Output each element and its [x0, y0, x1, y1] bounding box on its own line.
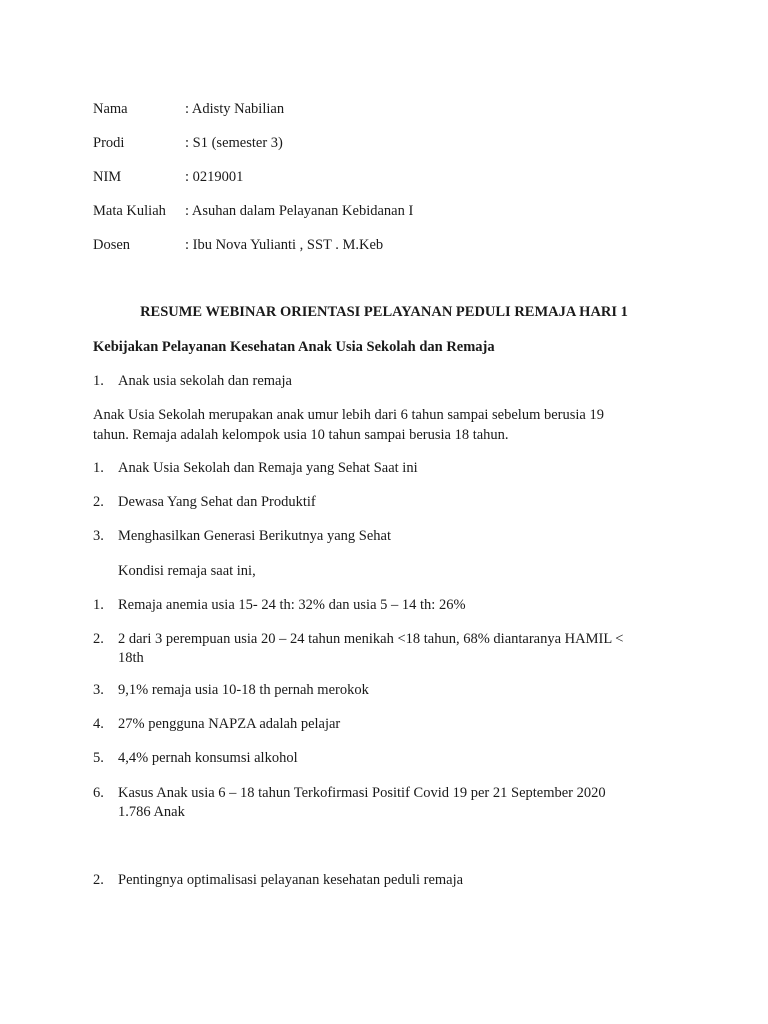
info-value-mata-kuliah: : Asuhan dalam Pelayanan Kebidanan I [185, 203, 414, 219]
goal-text: Anak Usia Sekolah dan Remaja yang Sehat Saat ini [118, 460, 418, 476]
info-label-nim: NIM [93, 169, 122, 185]
document-title: RESUME WEBINAR ORIENTASI PELAYANAN PEDULI REMAJA HARI 1 [140, 304, 628, 320]
goal-text: Menghasilkan Generasi Berikutnya yang Sehat [118, 528, 392, 544]
condition-text: 9,1% remaja usia 10-18 th pernah merokok [118, 682, 369, 698]
condition-text: 27% pengguna NAPZA adalah pelajar [118, 716, 341, 732]
condition-number: 4. [93, 716, 104, 732]
condition-number: 5. [93, 750, 104, 766]
section1-number: 1. [93, 373, 104, 389]
goal-number: 1. [93, 460, 104, 476]
info-value-nim: : 0219001 [185, 169, 244, 185]
goal-number: 2. [93, 494, 104, 510]
condition-text-continued: 18th [118, 650, 144, 666]
info-label-dosen: Dosen [93, 237, 131, 253]
info-value-prodi: : S1 (semester 3) [185, 135, 283, 151]
section-subtitle: Kebijakan Pelayanan Kesehatan Anak Usia Sekolah dan Remaja [93, 339, 495, 355]
condition-text: 2 dari 3 perempuan usia 20 – 24 tahun menikah <18 tahun, 68% diantaranya HAMIL < [118, 631, 624, 647]
condition-text-continued: 1.786 Anak [118, 804, 185, 820]
condition-number: 2. [93, 631, 104, 647]
condition-number: 3. [93, 682, 104, 698]
info-value-dosen: : Ibu Nova Yulianti , SST . M.Keb [185, 237, 384, 253]
condition-text: Kasus Anak usia 6 – 18 tahun Terkofirmasi Positif Covid 19 per 21 September 2020 [118, 785, 606, 801]
section2-number: 2. [93, 872, 104, 888]
goal-number: 3. [93, 528, 104, 544]
section2-heading: Pentingnya optimalisasi pelayanan kesehatan peduli remaja [118, 872, 464, 888]
info-label-nama: Nama [93, 101, 128, 117]
condition-number: 1. [93, 597, 104, 613]
condition-text: 4,4% pernah konsumsi alkohol [118, 750, 298, 766]
condition-heading: Kondisi remaja saat ini, [118, 563, 256, 579]
info-label-mata-kuliah: Mata Kuliah [93, 203, 166, 219]
goal-text: Dewasa Yang Sehat dan Produktif [118, 494, 316, 510]
paragraph-line-2: tahun. Remaja adalah kelompok usia 10 tahun sampai berusia 18 tahun. [93, 427, 509, 443]
section1-heading: Anak usia sekolah dan remaja [118, 373, 292, 389]
info-label-prodi: Prodi [93, 135, 125, 151]
condition-number: 6. [93, 785, 104, 801]
condition-text: Remaja anemia usia 15- 24 th: 32% dan usia 5 – 14 th: 26% [118, 597, 466, 613]
info-value-nama: : Adisty Nabilian [185, 101, 285, 117]
paragraph-line-1: Anak Usia Sekolah merupakan anak umur lebih dari 6 tahun sampai sebelum berusia 19 [93, 407, 604, 423]
